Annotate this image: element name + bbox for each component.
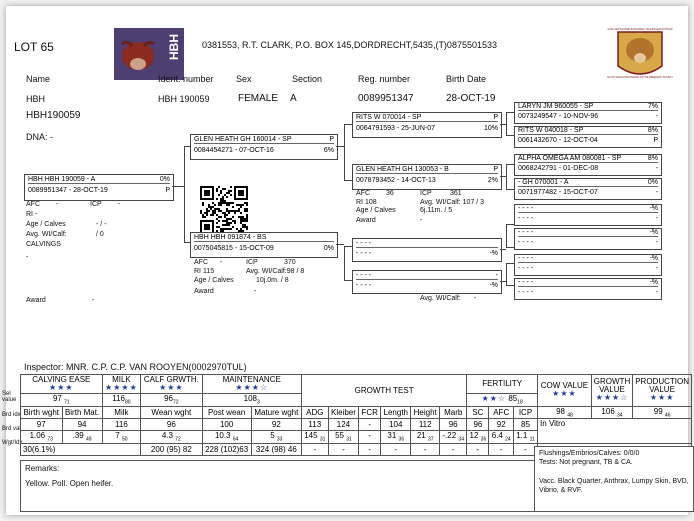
brd-val-6 [301, 431, 328, 444]
self-age-calves: - / - [96, 221, 107, 228]
brd-idx-3: 96 [141, 419, 202, 431]
brd-val-num-2: 7 [115, 431, 120, 441]
dna: DNA: - [26, 132, 53, 142]
brd-idx-10: 112 [411, 419, 440, 431]
col-header-4: Post wean [202, 406, 251, 419]
col-header-14: ICP [513, 406, 537, 419]
self-avg-label: Avg. WI/Calf: [26, 231, 67, 238]
label-sex: Sex [236, 74, 252, 84]
brd-val-num-0: 1.06 [29, 431, 46, 441]
hbh-logo [114, 28, 184, 80]
breeding-index-row [21, 419, 692, 431]
growth-value-cell [591, 406, 632, 419]
stars-maint: ★★★☆ [235, 383, 269, 392]
side-brd-idx: Brd idx [2, 412, 21, 418]
notes-box [534, 446, 694, 512]
brd-val-12 [467, 431, 489, 444]
animal-name: HBH [26, 94, 46, 104]
animal-tattoo: HBH190059 [26, 110, 81, 121]
avg-wi-calf-label: Avg. WI/Calf: [420, 295, 461, 302]
col-header-0: Birth wght [21, 406, 63, 419]
brd-val-acc-12: 36 [480, 436, 487, 443]
dam-award-label: Award [194, 288, 214, 295]
brd-val-0 [21, 431, 63, 444]
brd-idx-12: 96 [467, 419, 489, 431]
remarks-text: Yellow. Poll. Open heifer. [25, 479, 114, 488]
brd-val-4 [202, 431, 251, 444]
sd-afc-label: AFC [356, 190, 370, 197]
ggp-box-2: RITS W 040018 - SP 8% 0061432670 - 12-OCT-04 P [514, 126, 662, 148]
brd-val-10 [411, 431, 440, 444]
animal-birth: 28-OCT-19 [446, 93, 496, 104]
wgt-idx-12: - [467, 443, 489, 455]
animal-section: A [290, 93, 297, 104]
wgt-idx-6: - [301, 443, 328, 455]
brd-val-14 [513, 431, 537, 444]
qr-code [200, 186, 248, 234]
flushings: Flushings/Embrios/Calves: 0/0/0 [539, 450, 640, 457]
brd-idx-11: 96 [440, 419, 467, 431]
stars-fert: ★★☆ [481, 394, 507, 403]
brd-val-acc-14: 11 [529, 436, 535, 443]
brd-val-num-11: -.22 [442, 431, 457, 441]
brd-val-acc-11: 34 [458, 436, 464, 443]
animal-ident: HBH 190059 [158, 94, 210, 104]
brd-idx-2: 116 [102, 419, 141, 431]
production-value-sub: 46 [664, 412, 671, 419]
production-value-cell [633, 406, 692, 419]
sd-icp-label: ICP [420, 190, 432, 197]
stars-grv: ★★★☆ [595, 393, 629, 403]
stars-prod: ★★★ [649, 393, 675, 403]
sel-fert: 85 [508, 394, 518, 403]
cow-value: 98 [556, 406, 565, 416]
wgt-idx-11: - [440, 443, 467, 455]
dam-age: 10j.0m. / 8 [256, 277, 289, 284]
label-section: Section [292, 74, 323, 84]
wgt-idx-8: - [359, 443, 381, 455]
brd-val-5 [251, 431, 301, 444]
dam-icp-label: ICP [246, 259, 258, 266]
svg-text:SOUTH AFRICAN BONSMARA CATTLE: SOUTH AFRICAN BONSMARA CATTLE BREEDERS' SOCIETY [607, 77, 673, 79]
self-ri: RI - [26, 211, 38, 218]
column-header-row [21, 406, 692, 419]
growth-value-sub: 34 [617, 412, 623, 419]
label-reg: Reg. number [358, 74, 411, 84]
brd-idx-8: - [359, 419, 381, 431]
h-calving: CALVING EASE [32, 375, 91, 384]
h-maint: MAINTENANCE [222, 375, 281, 384]
wgt-idx-14: - [513, 443, 537, 455]
award-value: - [92, 297, 95, 304]
brd-idx-1: 94 [62, 419, 102, 431]
sd-award: - [420, 217, 423, 224]
brd-val-2 [102, 431, 141, 444]
sd-ri: RI 108 [356, 199, 377, 206]
brd-val-11 [440, 431, 467, 444]
label-birth: Birth Date [446, 74, 487, 84]
h-grv: GROWTH VALUE [593, 377, 631, 395]
self-age-calves-label: Age / Calves [26, 221, 66, 228]
h-fert: FERTILITY [482, 379, 523, 388]
brd-val-num-6: 145 [304, 431, 318, 441]
brd-val-acc-10: 37 [428, 436, 434, 443]
svg-text:HBH: HBH [167, 34, 181, 60]
dam-afc: - [220, 259, 223, 266]
self-icp: - [118, 201, 121, 208]
remarks-label: Remarks: [25, 464, 60, 473]
side-wgt-idx: Wgt/Idx [2, 440, 23, 446]
sd-award-label: Award [356, 217, 376, 224]
col-header-1: Birth Mat. [62, 406, 102, 419]
ggp-box-7: - - - - -% - - - - - [514, 254, 662, 276]
brd-val-num-12: 12 [469, 431, 479, 441]
ggp-box-1: LARYN JM 960055 - SP 7% 0073249547 - 10-NOV-96 - [514, 102, 662, 124]
dam-ri: RI 115 [194, 268, 215, 275]
brd-val-8 [359, 431, 381, 444]
col-header-5: Mature wght [251, 406, 301, 419]
sd-age-label: Age / Calves [356, 207, 396, 214]
brd-val-num-4: 10.3 [214, 431, 231, 441]
dam-box: HBH HBH 091874 - BS 0075045815 - 15-OCT-09 0% [190, 232, 338, 258]
col-header-3: Wean wght [141, 406, 202, 419]
brd-val-num-3: 4.3 [161, 431, 173, 441]
sd-icp: 361 [450, 190, 462, 197]
society-logo [607, 26, 673, 84]
brd-idx-5: 92 [251, 419, 301, 431]
self-box: HBH HBH 190059 - A 0% 0089951347 - 28-OCT-19 P [24, 174, 174, 201]
dam-award: - [254, 288, 257, 295]
brd-idx-6: 113 [301, 419, 328, 431]
brd-val-acc-13: 24 [505, 436, 511, 443]
wgt-idx-3: 200 (95) 82 [141, 443, 202, 455]
h-growth: GROWTH TEST [301, 375, 466, 407]
brd-idx-9: 104 [381, 419, 411, 431]
sire-dam-box: GLEN HEATH GH 130053 - B P 0078793452 - 14-OCT-13 2% [352, 164, 502, 190]
brd-val-num-8: - [368, 431, 372, 441]
dam-sire-box: - - - - - - - - -% [352, 238, 502, 262]
brd-val-3 [141, 431, 202, 444]
animal-sex: FEMALE [238, 93, 279, 104]
stars-milk: ★★★★ [105, 383, 138, 392]
brd-val-1 [62, 431, 102, 444]
brd-val-num-7: 55 [335, 431, 345, 441]
inspector: Inspector: MNR. C.P. C.P. VAN ROOYEN(0002970TUL) [24, 362, 247, 372]
brd-val-acc-3: 72 [175, 436, 181, 443]
self-afc-label: AFC [26, 201, 40, 208]
dam-icp: 370 [284, 259, 296, 266]
sd-avg: Avg. WI/Calf: 107 / 3 [420, 199, 485, 206]
avg-wi-calf-value: - [474, 295, 477, 302]
sel-calving: 97 [52, 394, 62, 403]
col-header-9: Length [381, 406, 411, 419]
award-label: Award [26, 297, 46, 304]
brd-val-9 [381, 431, 411, 444]
brd-val-acc-9: 36 [398, 436, 405, 443]
vaccinations: Vacc. Black Quarter, Anthrax, Lumpy Skin, BVD, Vibrio, & RVF. [539, 478, 689, 494]
svg-text:SUID-AFRIKAANSE BONSMARA TELER: SUID-AFRIKAANSE BONSMARA TELERSGENOOTSKAP [607, 28, 673, 31]
sire-sire-box: RITS W 070014 - SP P 0064791593 - 25-JUN-07 10% [352, 112, 502, 138]
tests: Tests: Not pregnant, TB & CA. [539, 459, 633, 466]
ggp-box-4: - GH 070001 - A 0% 0071977482 - 15-OCT-07 - [514, 178, 662, 200]
brd-val-acc-2: 50 [121, 436, 128, 443]
ggp-box-3: ALPHA OMEGA AM 080081 - SP 8% 0068242791 - 01-DEC-08 - [514, 154, 662, 176]
wgt-idx-10: - [411, 443, 440, 455]
brd-val-acc-4: 64 [232, 436, 239, 443]
pedigree-certificate [2, 6, 689, 515]
stars-cow: ★★★ [552, 389, 577, 399]
wgt-idx-0: 30(6.1%) [21, 443, 141, 455]
brd-val-acc-5: 33 [276, 436, 283, 443]
h-calf: CALF GRWTH. [143, 375, 199, 384]
brd-val-num-5: 5 [270, 431, 275, 441]
col-header-2: Milk [102, 406, 141, 419]
side-sel-value: Sel value [2, 391, 17, 403]
brd-val-acc-0: 73 [47, 436, 53, 443]
lot-number: LOT 65 [14, 40, 54, 54]
dam-dam-box: - - - - - - - - - -% [352, 270, 502, 294]
in-vitro: In Vitro [538, 419, 692, 444]
production-value: 99 [653, 406, 663, 416]
cow-value-sub: 48 [567, 412, 573, 419]
self-calvings: - [26, 254, 29, 261]
dam-afc-label: AFC [194, 259, 208, 266]
self-calvings-label: CALVINGS [26, 241, 61, 248]
col-header-10: Height [411, 406, 440, 419]
col-header-11: Marb [440, 406, 467, 419]
wgt-idx-4: 228 (102)63 [202, 443, 251, 455]
sel-calving-sub: 71 [64, 399, 70, 406]
wgt-idx-5: 324 (98) 46 [251, 443, 301, 455]
animal-reg: 0089951347 [358, 93, 414, 104]
brd-val-acc-1: 49 [85, 436, 92, 443]
brd-val-num-9: 31 [387, 431, 397, 441]
brd-val-acc-7: 31 [346, 436, 352, 443]
sd-afc: 36 [386, 190, 394, 197]
sel-fert-sub: 18 [517, 399, 523, 406]
col-header-8: FCR [359, 406, 381, 419]
h-cow: COW VALUE [540, 381, 589, 391]
brd-idx-13: 92 [489, 419, 513, 431]
dam-age-label: Age / Calves [194, 277, 234, 284]
brd-val-num-1: .39 [72, 431, 84, 441]
self-afc: - [56, 201, 59, 208]
remarks-box [20, 460, 536, 512]
sel-maint-sub: 3 [257, 399, 260, 406]
label-ident: Ident. number [158, 74, 214, 84]
stars-calf: ★★★ [159, 383, 184, 392]
sel-maint: 108 [243, 394, 257, 403]
brd-val-num-10: 21 [416, 431, 426, 441]
col-header-13: AFC [489, 406, 513, 419]
self-icp-label: ICP [90, 201, 102, 208]
brd-idx-4: 100 [202, 419, 251, 431]
wgt-idx-9: - [381, 443, 411, 455]
col-header-7: Kleiber [328, 406, 359, 419]
breeder-info: 0381553, R.T. CLARK, P.O. BOX 145,DORDRECHT,5435,(T)0875501533 [202, 40, 497, 50]
sel-milk: 116 [112, 394, 125, 403]
ggp-box-6: - - - - -% - - - - - [514, 228, 662, 250]
brd-val-num-14: 1.1 [516, 431, 528, 441]
growth-value: 106 [601, 406, 615, 416]
ggp-box-8: - - - - -% - - - - - [514, 278, 662, 300]
col-header-6: ADG [301, 406, 328, 419]
col-header-12: SC [467, 406, 489, 419]
side-brd-val: Brd val [2, 426, 21, 432]
brd-val-num-13: 6.4 [491, 431, 503, 441]
dam-avg: Avg. WI/Calf:98 / 8 [246, 268, 305, 275]
h-milk: MILK [112, 375, 131, 384]
brd-idx-0: 97 [21, 419, 63, 431]
performance-table [20, 374, 692, 456]
sd-age: 6j.11m. / 5 [420, 207, 453, 214]
h-prod: PRODUCTION VALUE [635, 377, 689, 395]
cow-value-cell [538, 406, 592, 419]
brd-val-acc-6: 31 [319, 436, 326, 443]
label-name: Name [26, 74, 51, 84]
ggp-box-5: - - - - -% - - - - - [514, 204, 662, 226]
brd-val-7 [328, 431, 359, 444]
brd-idx-7: 124 [328, 419, 359, 431]
sel-milk-sub: 80 [125, 399, 131, 406]
brd-val-13 [489, 431, 513, 444]
wgt-idx-7: - [328, 443, 359, 455]
sel-calf: 96 [164, 394, 174, 403]
wgt-idx-13: - [489, 443, 513, 455]
stars-calving: ★★★ [49, 383, 74, 392]
self-avg: / 0 [96, 231, 104, 238]
sire-box: GLEN HEATH GH 160014 - SP P 0084454271 - 07-OCT-16 6% [190, 134, 338, 160]
sel-calf-sub: 72 [173, 399, 179, 406]
brd-idx-14: 85 [513, 419, 537, 431]
